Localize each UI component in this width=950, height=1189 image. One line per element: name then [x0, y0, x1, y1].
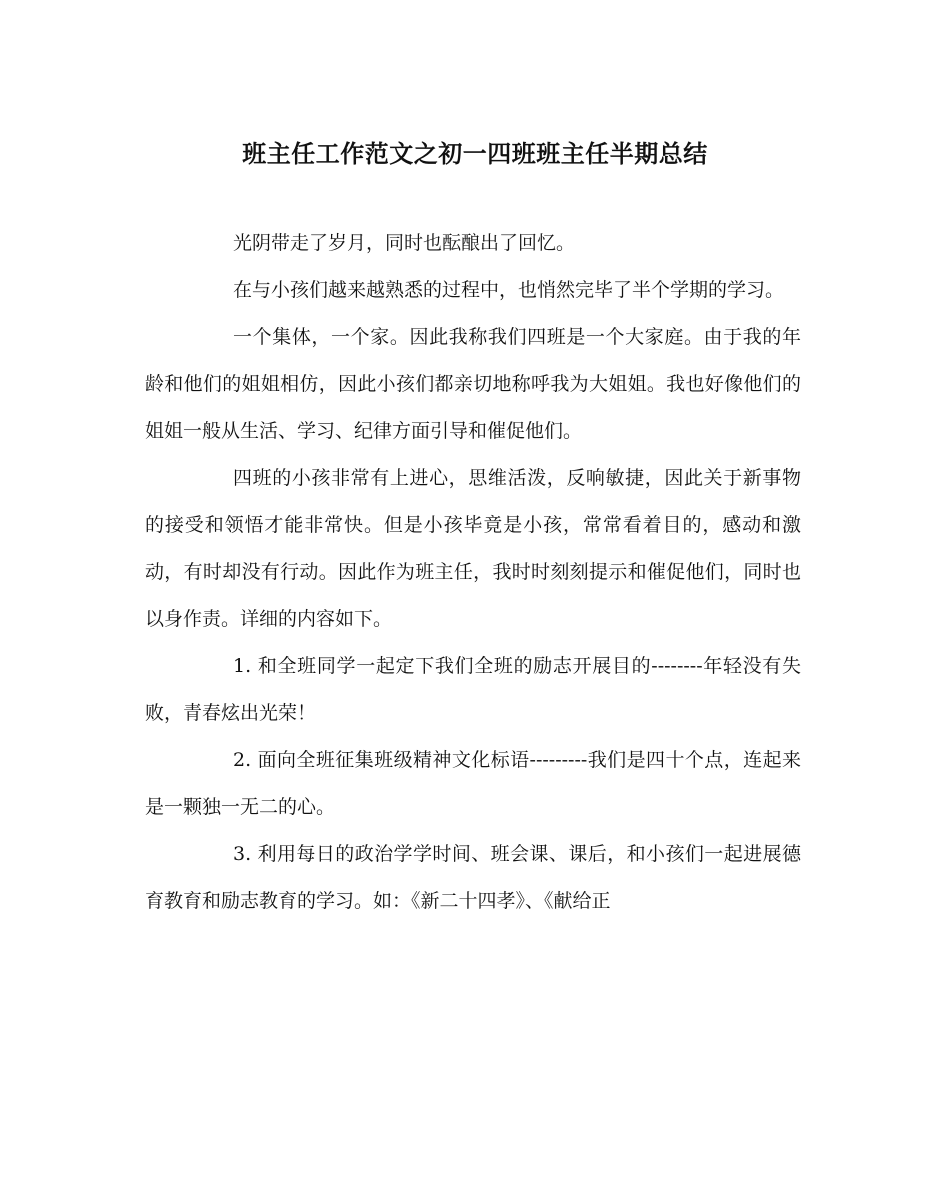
list-item-2: 2. 面向全班征集班级精神文化标语---------我们是四十个点，连起来是一颗独一无二的心。 — [145, 749, 801, 818]
paragraph-class-traits: 四班的小孩非常有上进心，思维活泼，反响敏捷，因此关于新事物的接受和领悟才能非常快。但是小孩毕竟是小孩，常常看着目的，感动和激动，有时却没有行动。因此作为班主任，我时时刻刻提示和催促他们，同时也以身作责。详细的内容如下。 — [145, 467, 801, 630]
list-item-3: 3. 利用每日的政治学学时间、班会课、课后，和小孩们一起进展德育教育和励志教育的学习。如：《新二十四孝》、《献给正 — [145, 843, 801, 912]
list-item-1: 1. 和全班同学一起定下我们全班的励志开展目的--------年轻没有失败，青春炫出光荣！ — [145, 655, 801, 724]
paragraph-family: 一个集体，一个家。因此我称我们四班是一个大家庭。由于我的年龄和他们的姐姐相仿，因此小孩们都亲切地称呼我为大姐姐。我也好像他们的姐姐一般从生活、学习、纪律方面引导和催促他们。 — [145, 326, 801, 442]
paragraph-semester: 在与小孩们越来越熟悉的过程中，也悄然完毕了半个学期的学习。 — [233, 279, 785, 301]
document-body — [145, 220, 801, 925]
document-title: 班主任工作范文之初一四班班主任半期总结 — [242, 139, 708, 168]
paragraph-intro: 光阴带走了岁月，同时也酝酿出了回忆。 — [233, 232, 576, 254]
